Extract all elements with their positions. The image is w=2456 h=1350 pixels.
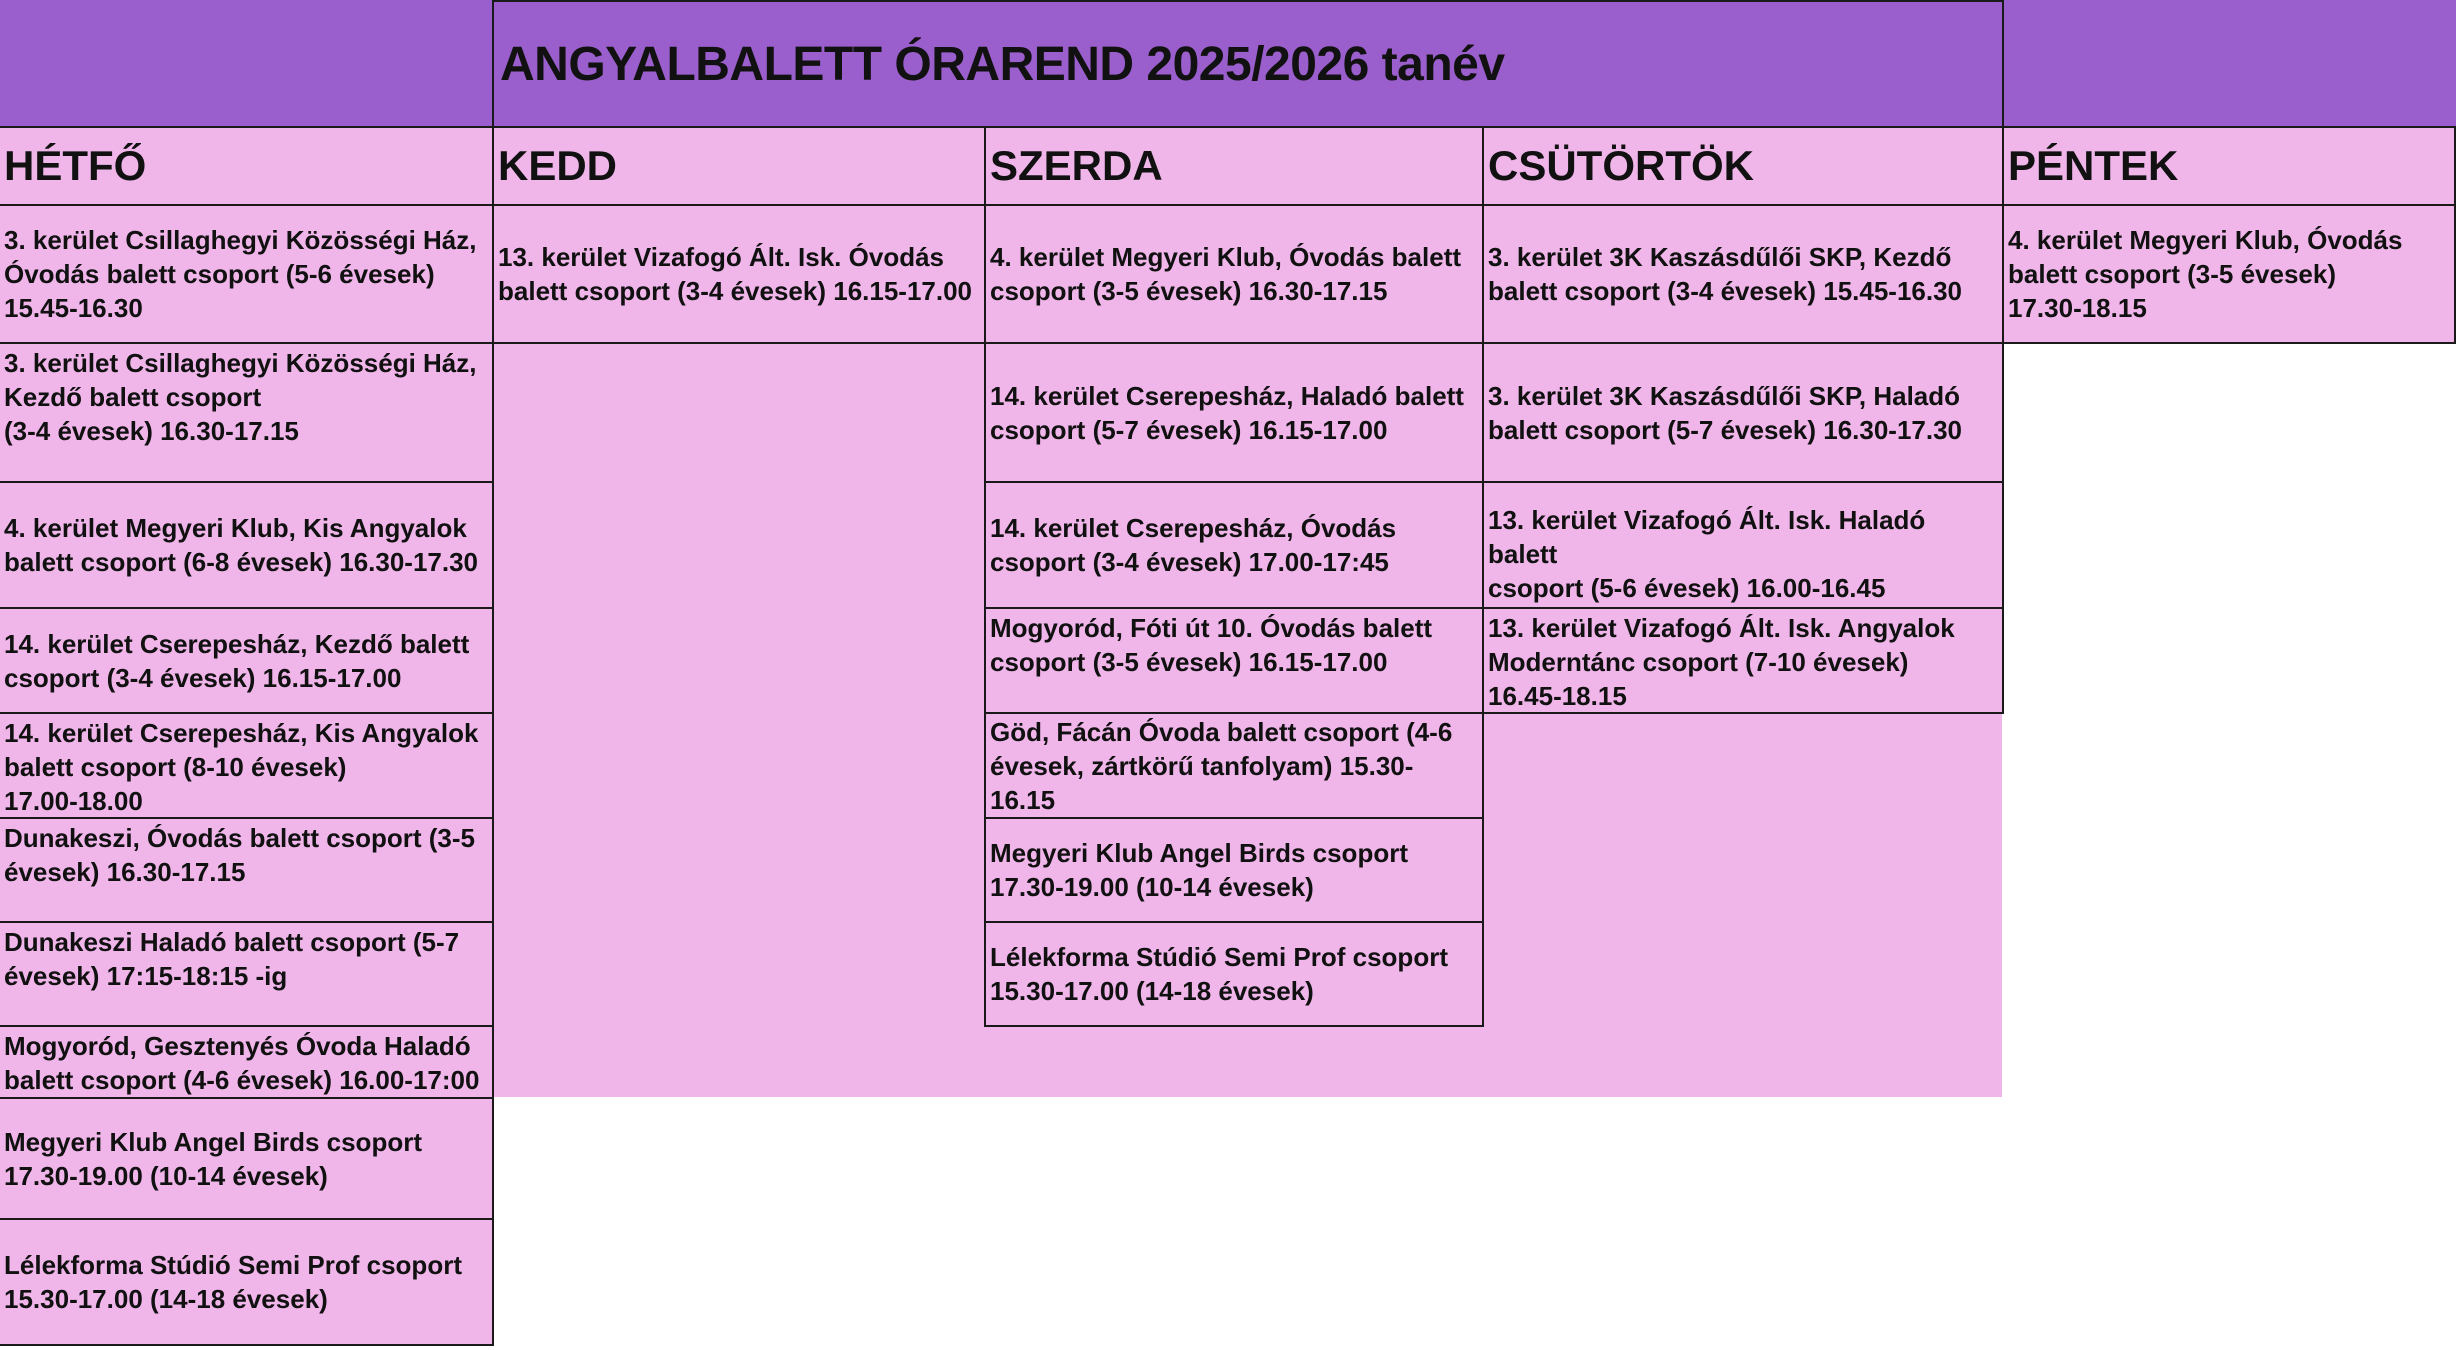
class-text: 13. kerület Vizafogó Ált. Isk. Haladó balett csoport (5-6 évesek) 16.00-16.45 (1488, 505, 1926, 603)
day-header-tuesday (492, 126, 986, 206)
class-text: Megyeri Klub Angel Birds csoport 17.30-19.00 (10-14 évesek) (990, 838, 1408, 902)
class-text: Mogyoród, Fóti út 10. Óvodás balett csoport (3-5 évesek) 16.15-17.00 (990, 613, 1433, 677)
class-text: 14. kerület Cserepesház, Haladó balett csoport (5-7 évesek) 16.15-17.00 (990, 380, 1464, 445)
class-entry-monday-8 (0, 1025, 494, 1099)
class-entry-friday-1 (2002, 204, 2456, 344)
day-header-thursday (1482, 126, 2004, 206)
class-text: 4. kerület Megyeri Klub, Kis Angyalok balett csoport (6-8 évesek) 16.30-17.30 (4, 513, 479, 577)
day-header-wednesday (984, 126, 1484, 206)
class-entry-monday-1 (0, 204, 494, 344)
class-text: Dunakeszi Haladó balett csoport (5-7 évesek) 17:15-18:15 -ig (4, 927, 460, 991)
class-text: 3. kerület Csillaghegyi Közösségi Ház, Óvodás balett csoport (5-6 évesek) 15.45-16.30 (4, 225, 477, 323)
class-text: Lélekforma Stúdió Semi Prof csoport 15.30-17.00 (14-18 évesek) (990, 942, 1448, 1006)
class-entry-wednesday-7 (984, 921, 1484, 1027)
class-entry-wednesday-6 (984, 817, 1484, 923)
class-entry-wednesday-5 (984, 712, 1484, 819)
class-entry-monday-3 (0, 481, 494, 609)
day-label-tuesday: KEDD (498, 142, 618, 189)
class-entry-thursday-2 (1482, 342, 2004, 483)
day-header-monday (0, 126, 494, 206)
class-entry-wednesday-2 (984, 342, 1484, 483)
class-text: 4. kerület Megyeri Klub, Óvodás balett csoport (3-5 évesek) 16.30-17.15 (990, 242, 1462, 306)
class-entry-monday-10 (0, 1218, 494, 1346)
class-text: 13. kerület Vizafogó Ált. Isk. Óvodás balett csoport (3-4 évesek) 16.15-17.00 (498, 242, 973, 306)
class-text: 4. kerület Megyeri Klub, Óvodás balett csoport (3-5 évesek) 17.30-18.15 (2008, 225, 2403, 323)
class-text: 3. kerület 3K Kaszásdűlői SKP, Haladó balett csoport (5-7 évesek) 16.30-17.30 (1488, 380, 1963, 445)
class-entry-monday-5 (0, 712, 494, 819)
class-entry-thursday-1 (1482, 204, 2004, 344)
class-entry-tuesday-1 (492, 204, 986, 344)
class-text: 3. kerület 3K Kaszásdűlői SKP, Kezdő balett csoport (3-4 évesek) 15.45-16.30 (1488, 242, 1963, 306)
class-entry-monday-2 (0, 342, 494, 483)
day-label-friday: PÉNTEK (2008, 142, 2179, 189)
page-title-box (492, 0, 2004, 128)
class-text: Göd, Fácán Óvoda balett csoport (4-6 évesek, zártkörű tanfolyam) 15.30-16.15 (990, 716, 1453, 815)
class-text: Mogyoród, Gesztenyés Óvoda Haladó balett csoport (4-6 évesek) 16.00-17:00 (4, 1031, 480, 1095)
class-entry-thursday-3 (1482, 481, 2004, 609)
page-title: ANGYALBALETT ÓRAREND 2025/2026 tanév (500, 37, 1505, 91)
day-label-wednesday: SZERDA (990, 142, 1163, 189)
class-text: Dunakeszi, Óvodás balett csoport (3-5 évesek) 16.30-17.15 (4, 823, 476, 887)
title-band-left (0, 0, 494, 126)
class-text: Megyeri Klub Angel Birds csoport 17.30-19.00 (10-14 évesek) (4, 1126, 422, 1191)
class-entry-wednesday-1 (984, 204, 1484, 344)
class-entry-thursday-4 (1482, 607, 2004, 714)
class-text: 14. kerület Cserepesház, Óvodás csoport (3-4 évesek) 17.00-17:45 (990, 513, 1397, 577)
class-text: 14. kerület Cserepesház, Kis Angyalok balett csoport (8-10 évesek) 17.00-18.00 (4, 718, 479, 816)
class-text: Lélekforma Stúdió Semi Prof csoport 15.30-17.00 (14-18 évesek) (4, 1250, 462, 1314)
title-band-right (2002, 0, 2456, 126)
class-text: 3. kerület Csillaghegyi Közösségi Ház, Kezdő balett csoport (3-4 évesek) 16.30-17.15 (4, 348, 477, 446)
class-entry-monday-6 (0, 817, 494, 923)
day-label-thursday: CSÜTÖRTÖK (1488, 142, 1754, 189)
class-entry-wednesday-3 (984, 481, 1484, 609)
class-entry-monday-4 (0, 607, 494, 714)
class-text: 13. kerület Vizafogó Ált. Isk. Angyalok Moderntánc csoport (7-10 évesek) 16.45-18.15 (1488, 613, 1955, 711)
day-header-friday (2002, 126, 2456, 206)
class-entry-monday-7 (0, 921, 494, 1027)
class-text: 14. kerület Cserepesház, Kezdő balett csoport (3-4 évesek) 16.15-17.00 (4, 628, 470, 693)
class-entry-monday-9 (0, 1097, 494, 1220)
day-label-monday: HÉTFŐ (4, 142, 147, 189)
class-entry-wednesday-4 (984, 607, 1484, 714)
